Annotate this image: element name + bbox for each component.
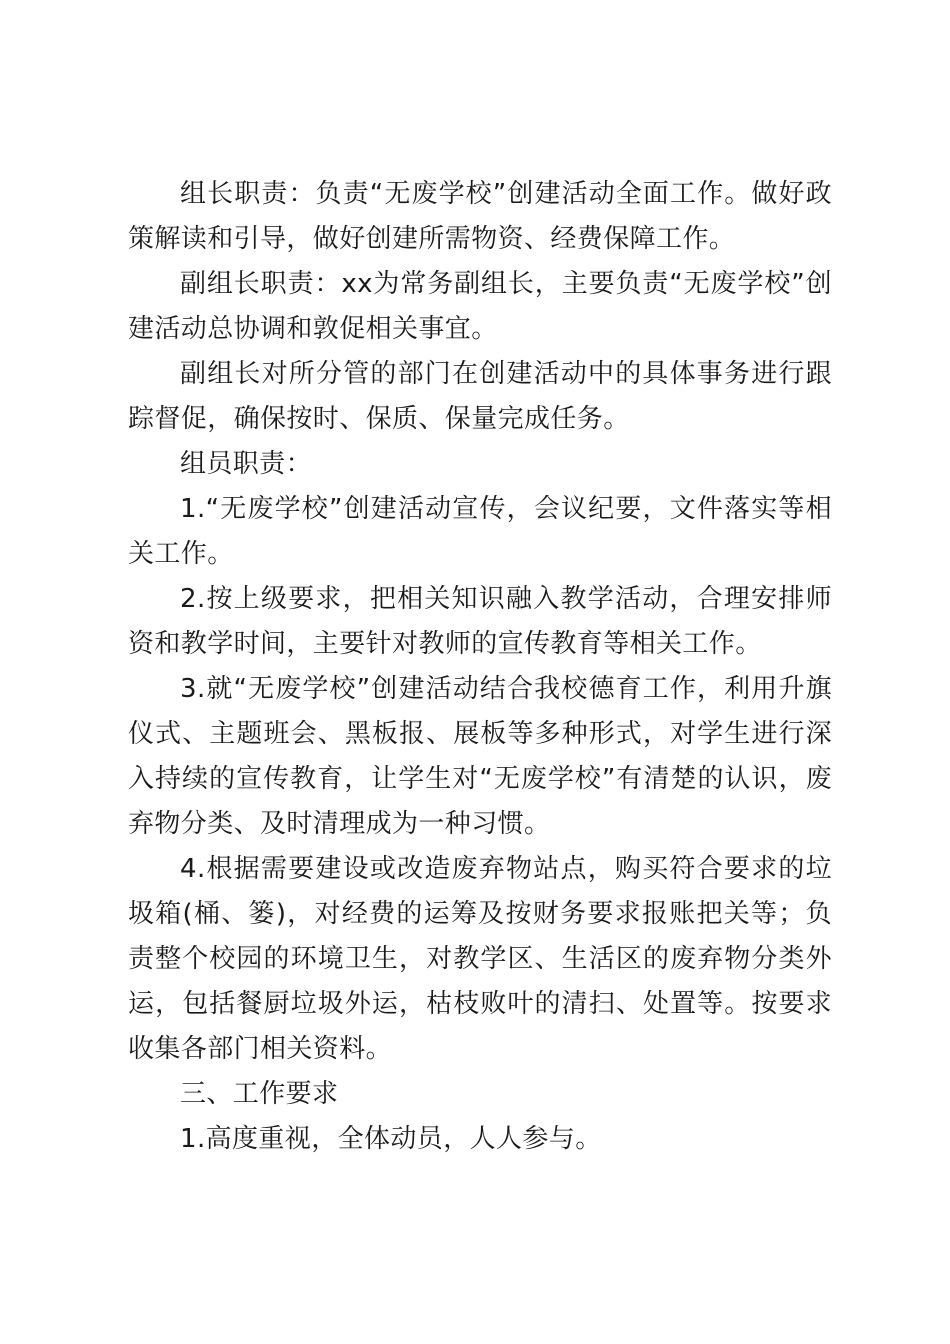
paragraph-member-duty-3: 3.就“无废学校”创建活动结合我校德育工作，利用升旗仪式、主题班会、黑板报、展板等多种形式，对学生进行深入持续的宣传教育，让学生对“无废学校”有清楚的认识，废弃物分类、及时清理成为一种习惯。 [128,674,832,839]
paragraph-member-duty-1: 1.“无废学校”创建活动宣传，会议纪要，文件落实等相关工作。 [128,494,832,569]
paragraph-deputy-leader-duties: 副组长职责：xx为常务副组长，主要负责“无废学校”创建活动总协调和敦促相关事宜。 [128,269,832,344]
paragraph-requirement-1: 1.高度重视，全体动员，人人参与。 [180,1124,602,1154]
paragraph-leader-duties: 组长职责：负责“无废学校”创建活动全面工作。做好政策解读和引导，做好创建所需物资、经费保障工作。 [128,179,832,254]
document-body [128,172,832,1162]
paragraph-deputy-supervision: 副组长对所分管的部门在创建活动中的具体事务进行跟踪督促，确保按时、保质、保量完成任务。 [128,359,832,434]
paragraph-member-duty-4: 4.根据需要建设或改造废弃物站点，购买符合要求的垃圾箱(桶、篓)，对经费的运筹及按财务要求报账把关等；负责整个校园的环境卫生，对教学区、生活区的废弃物分类外运，包括餐厨垃圾外运，枯枝败叶的清扫、处置等。按要求收集各部门相关资料。 [128,854,832,1064]
paragraph-member-duty-2: 2.按上级要求，把相关知识融入教学活动，合理安排师资和教学时间，主要针对教师的宣传教育等相关工作。 [128,584,832,659]
paragraph-member-duties-heading: 组员职责： [180,449,313,479]
section-heading-work-requirements: 三、工作要求 [180,1079,339,1109]
